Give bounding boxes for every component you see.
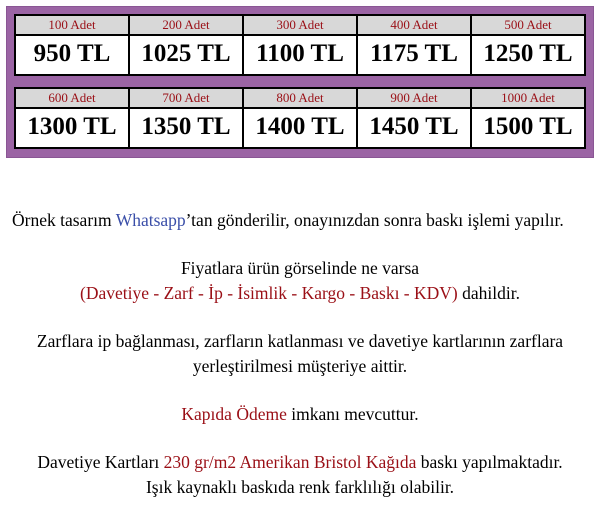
price-value: 1100 TL (244, 36, 356, 74)
quantity-label: 600 Adet (16, 89, 128, 109)
quantity-label: 200 Adet (130, 16, 242, 36)
note-text: Örnek tasarım (12, 210, 116, 230)
price-value: 1450 TL (358, 109, 470, 147)
note-text: dahildir. (457, 283, 520, 303)
note-text: Zarflara ip bağlanması, zarfların katlanması ve davetiye kartlarının zarflara (36, 331, 564, 351)
price-value: 1300 TL (16, 109, 128, 147)
note-text: Işık kaynaklı baskıda renk farklılığı olabilir. (145, 477, 455, 497)
price-value: 1400 TL (244, 109, 356, 147)
pricing-cell (16, 16, 130, 74)
quantity-label: 300 Adet (244, 16, 356, 36)
price-value: 1500 TL (472, 109, 584, 147)
note-text: imkanı mevcuttur. (286, 404, 419, 424)
note-text: Davetiye Kartları (37, 452, 164, 472)
note-included (10, 256, 590, 306)
note-customer-responsibility (10, 329, 590, 379)
quantity-label: 700 Adet (130, 89, 242, 109)
quantity-label: 1000 Adet (472, 89, 584, 109)
pricing-row (14, 87, 586, 149)
note-text: ’tan gönderilir, onayınızdan sonra baskı işlemi yapılır. (185, 210, 564, 230)
note-paper (10, 450, 590, 500)
pricing-cell (244, 89, 358, 147)
quantity-label: 800 Adet (244, 89, 356, 109)
pricing-cell (130, 89, 244, 147)
pricing-cell (358, 89, 472, 147)
pricing-cell (16, 89, 130, 147)
pricing-row (14, 14, 586, 76)
included-items-highlight: (Davetiye - Zarf - İp - İsimlik - Kargo - Baskı - KDV) (80, 283, 458, 303)
pricing-cell (130, 16, 244, 74)
quantity-label: 100 Adet (16, 16, 128, 36)
pricing-panel (6, 6, 594, 158)
pricing-cell (472, 89, 584, 147)
note-payment (10, 402, 590, 427)
price-value: 1350 TL (130, 109, 242, 147)
quantity-label: 900 Adet (358, 89, 470, 109)
price-value: 1025 TL (130, 36, 242, 74)
notes-section (0, 208, 600, 500)
whatsapp-highlight: Whatsapp (115, 210, 186, 230)
note-text: baskı yapılmaktadır. (416, 452, 563, 472)
note-whatsapp (10, 208, 590, 233)
paper-highlight: 230 gr/m2 Amerikan Bristol Kağıda (163, 452, 417, 472)
pricing-cell (244, 16, 358, 74)
note-text: Fiyatlara ürün görselinde ne varsa (180, 258, 420, 278)
price-value: 1250 TL (472, 36, 584, 74)
price-value: 950 TL (16, 36, 128, 74)
pricing-cell (472, 16, 584, 74)
price-value: 1175 TL (358, 36, 470, 74)
note-text: yerleştirilmesi müşteriye aittir. (192, 356, 408, 376)
pricing-cell (358, 16, 472, 74)
quantity-label: 400 Adet (358, 16, 470, 36)
payment-highlight: Kapıda Ödeme (181, 404, 287, 424)
quantity-label: 500 Adet (472, 16, 584, 36)
